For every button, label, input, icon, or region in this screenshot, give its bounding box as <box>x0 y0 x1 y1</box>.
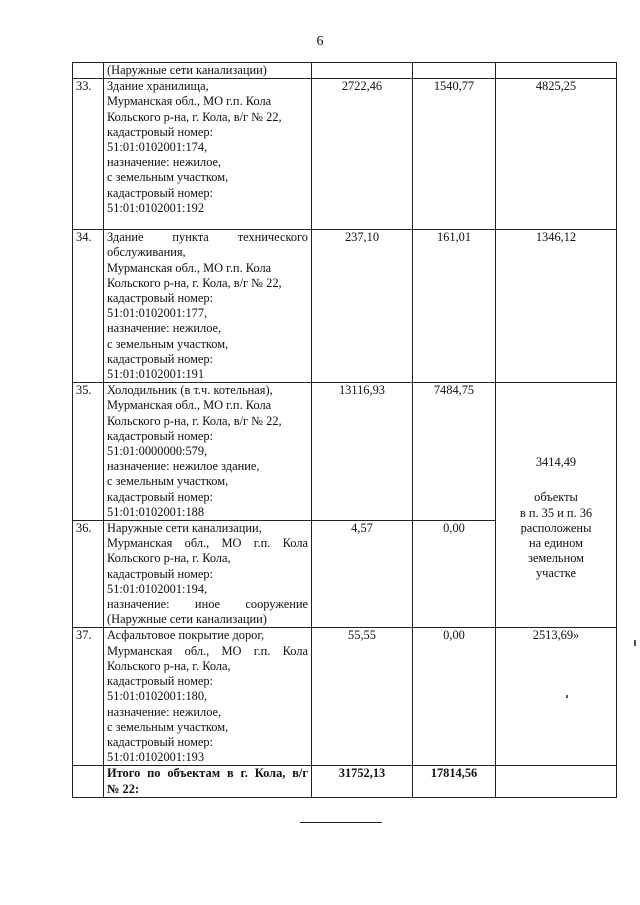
row-value-2: 161,01 <box>413 230 496 383</box>
cell-v3 <box>496 63 617 79</box>
merged-note-line: объекты <box>534 490 578 505</box>
desc-line: 51:01:0102001:188 <box>107 504 205 519</box>
merged-note-line: в п. 35 и п. 36 <box>519 505 593 520</box>
desc-line: Мурманская обл., МО г.п. Кола <box>107 643 308 658</box>
desc-line: 51:01:0102001:174, <box>107 140 208 155</box>
table-row <box>73 230 617 383</box>
row-number: 37. <box>73 628 104 766</box>
property-table <box>72 62 617 798</box>
scan-speck <box>566 695 568 698</box>
desc-line: Асфальтовое покрытие дорог, <box>107 628 265 643</box>
total-label-line: Итого по объектам в г. Кола, в/г <box>107 766 308 781</box>
row-value-2: 0,00 <box>413 521 496 628</box>
table-row <box>73 383 617 521</box>
desc-line: кадастровый номер: <box>107 124 214 139</box>
desc-line: кадастровый номер: <box>107 734 214 749</box>
cell-v1 <box>312 63 413 79</box>
cell-desc <box>104 63 312 79</box>
table-row <box>73 628 617 766</box>
merged-value-cell <box>496 383 617 628</box>
row-number: 34. <box>73 230 104 383</box>
merged-total: 3414,49 <box>535 455 577 470</box>
row-description <box>104 79 312 230</box>
desc-line: 51:01:0102001:192 <box>107 200 205 215</box>
desc-line: назначение: нежилое здание, <box>107 459 260 474</box>
cell-num <box>73 63 104 79</box>
desc-line: 51:01:0102001:180, <box>107 689 208 704</box>
row-value-2: 1540,77 <box>413 79 496 230</box>
desc-line: кадастровый номер: <box>107 351 214 366</box>
desc-line: Холодильник (в т.ч. котельная), <box>107 383 273 398</box>
row-description <box>104 230 312 383</box>
merged-note-line: земельном <box>528 551 584 566</box>
row-value-3: 1346,12 <box>496 230 617 383</box>
desc-line: назначение: нежилое, <box>107 704 222 719</box>
row-value-1: 13116,93 <box>312 383 413 521</box>
row-value-1: 237,10 <box>312 230 413 383</box>
row-value-2: 7484,75 <box>413 383 496 521</box>
total-value-3 <box>496 766 617 798</box>
desc-line: 51:01:0000000:579, <box>107 444 208 459</box>
row-value-3: 2513,69» <box>496 628 617 766</box>
table-row-continuation <box>73 63 617 79</box>
desc-line: кадастровый номер: <box>107 185 214 200</box>
closing-rule <box>300 822 382 823</box>
desc-line: Кольского р-на, г. Кола, в/г № 22, <box>107 413 282 428</box>
row-value-1: 55,55 <box>312 628 413 766</box>
total-label <box>104 766 312 798</box>
desc-line: Мурманская обл., МО г.п. Кола <box>107 94 272 109</box>
row-number: 35. <box>73 383 104 521</box>
desc-line: назначение: иное сооружение <box>107 597 308 612</box>
desc-line: с земельным участком, <box>107 170 229 185</box>
row-value-3: 4825,25 <box>496 79 617 230</box>
desc-line: Мурманская обл., МО г.п. Кола <box>107 260 272 275</box>
desc-line: 51:01:0102001:191 <box>107 367 205 382</box>
cell-v2 <box>413 63 496 79</box>
row-number: 36. <box>73 521 104 628</box>
desc-line: кадастровый номер: <box>107 566 214 581</box>
desc-line: 51:01:0102001:194, <box>107 581 208 596</box>
row-value-2: 0,00 <box>413 628 496 766</box>
desc-line: Кольского р-на, г. Кола, в/г № 22, <box>107 109 282 124</box>
desc-line: с земельным участком, <box>107 474 229 489</box>
desc-line: кадастровый номер: <box>107 674 214 689</box>
scan-speck <box>634 640 636 646</box>
desc-line: (Наружные сети канализации) <box>107 63 267 77</box>
desc-line: с земельным участком, <box>107 719 229 734</box>
row-number: 33. <box>73 79 104 230</box>
desc-line: (Наружные сети канализации) <box>107 612 267 627</box>
merged-note-line: расположены <box>520 520 592 535</box>
desc-line: Кольского р-на, г. Кола, <box>107 551 231 566</box>
desc-line: Кольского р-на, г. Кола, <box>107 658 231 673</box>
total-value-1: 31752,13 <box>312 766 413 798</box>
desc-line: Мурманская обл., МО г.п. Кола <box>107 398 272 413</box>
desc-line: назначение: нежилое, <box>107 155 222 170</box>
desc-line: Здание пункта технического <box>107 230 308 245</box>
desc-line: кадастровый номер: <box>107 489 214 504</box>
page-number: 6 <box>316 34 324 49</box>
table-total-row <box>73 766 617 798</box>
desc-line: 51:01:0102001:193 <box>107 750 205 765</box>
total-label-line: № 22: <box>107 781 140 796</box>
row-value-1: 2722,46 <box>312 79 413 230</box>
desc-line: кадастровый номер: <box>107 291 214 306</box>
row-description <box>104 628 312 766</box>
desc-line: кадастровый номер: <box>107 428 214 443</box>
table-row <box>73 79 617 230</box>
desc-line: назначение: нежилое, <box>107 321 222 336</box>
total-value-2: 17814,56 <box>413 766 496 798</box>
merged-note-line: участке <box>535 566 577 581</box>
desc-line: обслуживания, <box>107 245 186 260</box>
desc-line: Мурманская обл., МО г.п. Кола <box>107 536 308 551</box>
desc-line: Кольского р-на, г. Кола, в/г № 22, <box>107 275 282 290</box>
merged-note-line: на едином <box>529 536 583 551</box>
cell-num <box>73 766 104 798</box>
desc-line: Здание хранилища, <box>107 79 209 94</box>
desc-line: 51:01:0102001:177, <box>107 306 208 321</box>
desc-line: с земельным участком, <box>107 336 229 351</box>
row-description <box>104 521 312 628</box>
row-description <box>104 383 312 521</box>
desc-line: Наружные сети канализации, <box>107 521 262 536</box>
row-value-1: 4,57 <box>312 521 413 628</box>
